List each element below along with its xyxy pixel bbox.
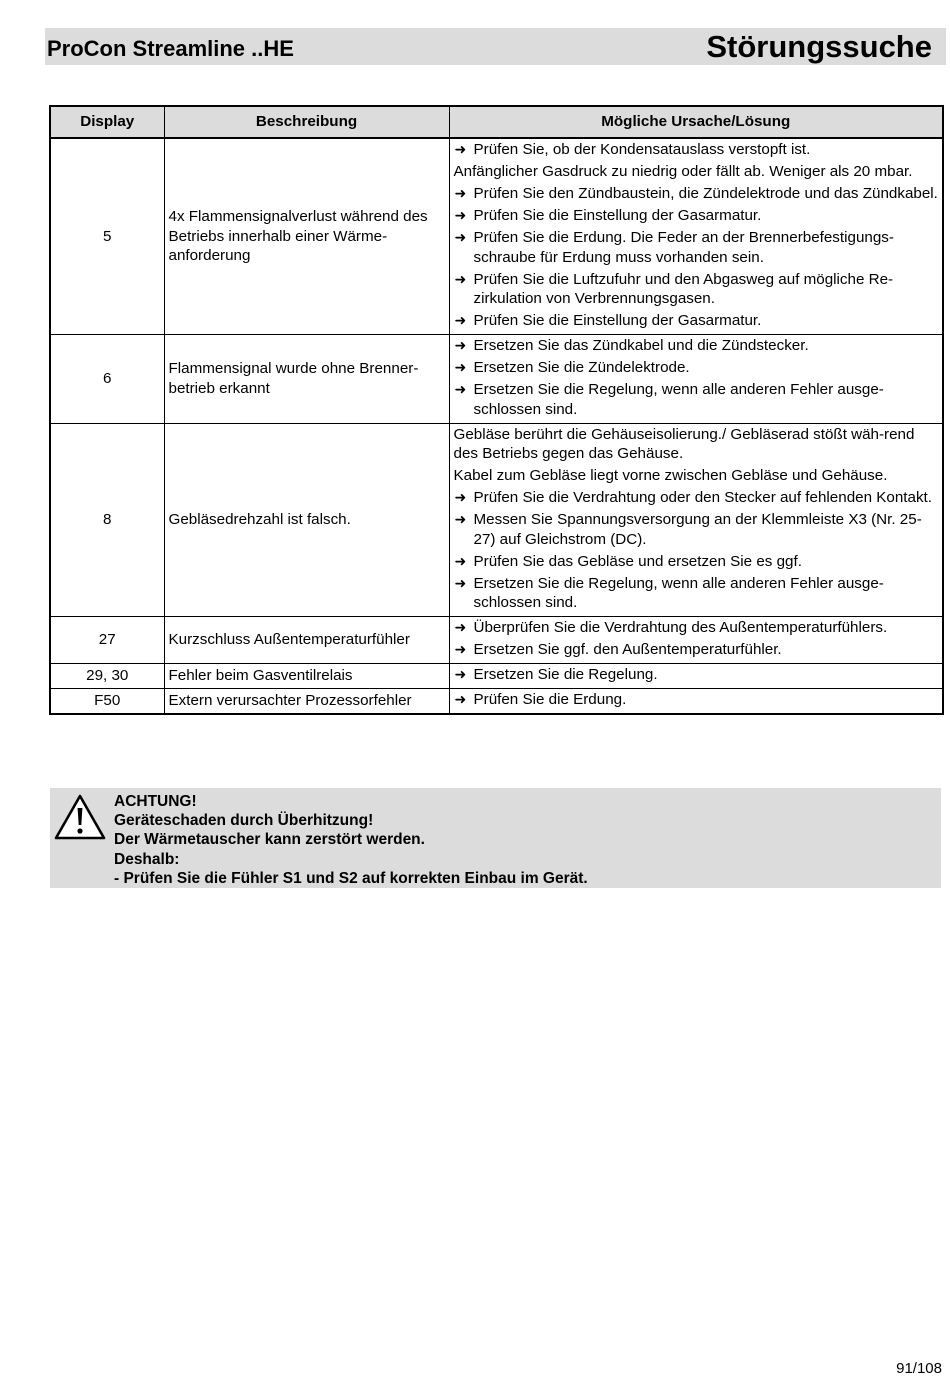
table-header-row [50,106,943,138]
cause-note [454,162,939,182]
column-header-display: Display [50,106,164,138]
arrow-right-icon: ➜ [454,337,467,353]
product-name: ProCon Streamline ..HE [47,36,294,61]
cause-note [454,425,939,464]
column-header-cause: Mögliche Ursache/Lösung [449,106,943,138]
warning-line-title: ACHTUNG! [114,793,197,810]
cause-text: Prüfen Sie das Gebläse und ersetzen Sie es ggf. [473,552,802,570]
cause-text: Ersetzen Sie die Regelung. [473,666,658,683]
cause-action-item [454,336,939,356]
cause-text: Prüfen Sie die Verdrahtung oder den Stecker auf fehlenden Kontakt. [473,489,932,506]
cell-display-code: 8 [50,423,164,617]
table-row [50,617,943,664]
arrow-right-icon: ➜ [454,141,467,157]
warning-line: Der Wärmetauscher kann zerstört werden. [114,831,425,849]
cell-description: 4x Flammensignalverlust während des Betriebs innerhalb einer Wärme-anforderung [164,138,449,335]
cause-text: Ersetzen Sie die Regelung, wenn alle anderen Fehler ausge-schlossen sind. [473,381,884,418]
table-row [50,335,943,424]
cell-description: Flammensignal wurde ohne Brenner-betrieb erkannt [164,335,449,424]
arrow-right-icon: ➜ [454,691,467,707]
arrow-right-icon: ➜ [454,552,467,569]
cause-action-item [454,618,939,638]
cause-action-item [454,358,939,378]
cause-text: Prüfen Sie die Erdung. Die Feder an der Brennerbefestigungs-schraube für Erdung muss vorhanden sein. [473,229,894,266]
table-row [50,423,943,617]
cause-text: Ersetzen Sie die Regelung, wenn alle anderen Fehler ausge-schlossen sind. [473,574,884,611]
cause-text: Prüfen Sie die Einstellung der Gasarmatur. [473,207,762,224]
arrow-right-icon: ➜ [454,574,467,591]
table-row [50,664,943,689]
arrow-right-icon: ➜ [454,229,467,245]
cause-note [454,466,939,486]
arrow-right-icon: ➜ [454,511,467,527]
arrow-right-icon: ➜ [454,207,467,223]
cause-action-item [454,311,939,331]
page-header [45,28,946,65]
warning-text [114,792,588,888]
cause-text: Ersetzen Sie das Zündkabel und die Zündstecker. [473,337,809,354]
warning-line: Deshalb: [114,850,180,868]
column-header-description: Beschreibung [164,106,449,138]
page-number: 91/108 [896,1360,942,1377]
cell-display-code: 6 [50,335,164,424]
arrow-right-icon: ➜ [454,185,467,201]
arrow-right-icon: ➜ [454,359,467,375]
arrow-right-icon: ➜ [454,619,467,635]
cause-text: Ersetzen Sie die Zündelektrode. [473,359,690,376]
cell-causes [449,689,943,715]
cell-display-code: 29, 30 [50,664,164,689]
cause-action-item [454,552,939,572]
cause-action-item [454,184,939,204]
fault-table [49,105,944,715]
cause-action-item [454,640,939,660]
cell-causes [449,138,943,335]
warning-box [50,788,941,888]
cause-text: Prüfen Sie, ob der Kondensatauslass verstopft ist. [473,141,811,158]
cause-action-item [454,510,939,549]
table-row [50,689,943,715]
cause-text: Prüfen Sie den Zündbaustein, die Zündelektrode und das Zündkabel. [473,185,938,202]
cell-causes [449,335,943,424]
cause-text: Gebläse berührt die Gehäuseisolierung./ Gebläserad stößt wäh-rend des Betriebs gegen das Gehäuse. [453,425,915,462]
cause-text: Überprüfen Sie die Verdrahtung des Außentemperaturfühlers. [473,619,888,636]
warning-line: - Prüfen Sie die Fühler S1 und S2 auf korrekten Einbau im Gerät. [114,869,588,887]
table-row [50,138,943,335]
cause-action-item [454,665,939,685]
section-title: Störungssuche [706,29,932,64]
arrow-right-icon: ➜ [454,666,467,682]
cause-action-item [454,488,939,508]
arrow-right-icon: ➜ [454,489,467,505]
cell-causes [449,423,943,617]
cell-display-code: 5 [50,138,164,335]
arrow-right-icon: ➜ [454,381,467,397]
arrow-right-icon: ➜ [454,641,467,657]
cell-display-code: F50 [50,689,164,715]
cell-description: Extern verursachter Prozessorfehler [164,689,449,715]
cause-text: Anfänglicher Gasdruck zu niedrig oder fällt ab. Weniger als 20 mbar. [453,163,913,180]
cause-text: Prüfen Sie die Einstellung der Gasarmatur. [473,312,762,329]
arrow-right-icon: ➜ [454,312,467,328]
cause-action-item [454,380,939,419]
table-body [50,138,943,714]
warning-line: Geräteschaden durch Überhitzung! [114,812,374,830]
cause-text: Kabel zum Gebläse liegt vorne zwischen Gebläse und Gehäuse. [453,467,888,484]
cause-text: Prüfen Sie die Luftzufuhr und den Abgasweg auf mögliche Re-zirkulation von Verbrennungsgasen. [473,270,894,307]
cause-action-item [454,690,939,710]
cause-text: Messen Sie Spannungsversorgung an der Klemmleiste X3 (Nr. 25-27) auf Gleichstrom (DC). [473,511,922,548]
cause-action-item [454,228,939,267]
cause-action-item [454,574,939,613]
cell-description: Gebläsedrehzahl ist falsch. [164,423,449,617]
cause-action-item [454,206,939,226]
cell-description: Fehler beim Gasventilrelais [164,664,449,689]
cause-action-item [454,140,939,160]
cell-display-code: 27 [50,617,164,664]
cell-causes [449,617,943,664]
cause-action-item [454,270,939,309]
cell-causes [449,664,943,689]
cell-description: Kurzschluss Außentemperaturfühler [164,617,449,664]
warning-triangle-icon [54,793,106,841]
cause-text: Ersetzen Sie ggf. den Außentemperaturfühler. [473,641,782,658]
arrow-right-icon: ➜ [454,270,467,287]
cause-text: Prüfen Sie die Erdung. [473,691,627,708]
